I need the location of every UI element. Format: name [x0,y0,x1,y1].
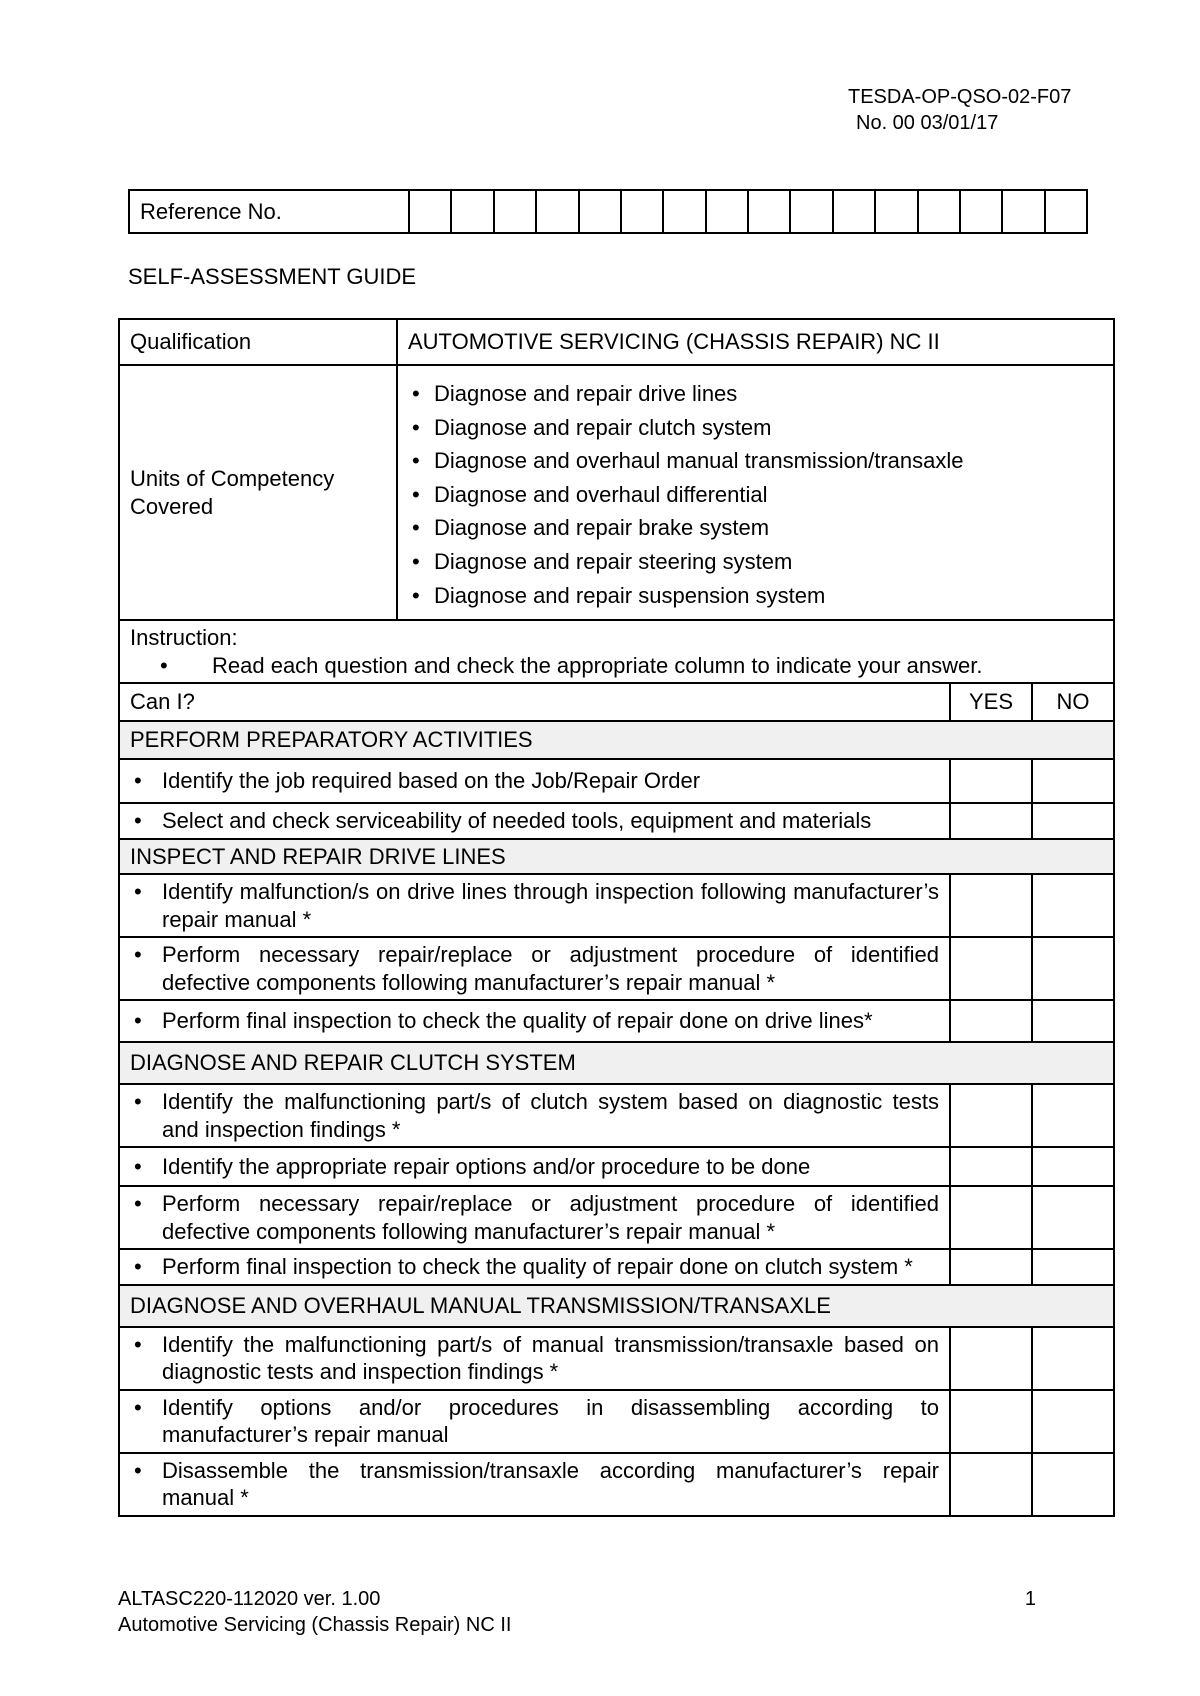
section-title: DIAGNOSE AND REPAIR CLUTCH SYSTEM [119,1042,1114,1084]
question-row [119,874,950,937]
question-text: • Identify the appropriate repair options and/or procedure to be done [130,1153,939,1181]
question-text: • Identify the malfunctioning part/s of clutch system based on diagnostic tests and inspection findings * [130,1088,939,1143]
no-checkbox[interactable] [1032,1327,1114,1390]
yes-checkbox[interactable] [950,1390,1032,1453]
unit-item: • Diagnose and overhaul differential [408,478,1103,512]
qualification-value: AUTOMOTIVE SERVICING (CHASSIS REPAIR) NC II [397,319,1114,365]
unit-item: • Diagnose and repair clutch system [408,411,1103,445]
question-row [119,1000,950,1042]
footer-code: ALTASC220-112020 ver. 1.00 [118,1588,381,1610]
reference-box[interactable] [663,190,705,233]
question-text: • Perform final inspection to check the quality of repair done on drive lines* [130,1007,939,1035]
unit-item: • Diagnose and repair brake system [408,511,1103,545]
question-row [119,1327,950,1390]
question-text: • Identify the malfunctioning part/s of manual transmission/transaxle based on diagnostic tests and inspection findings * [130,1331,939,1386]
no-checkbox[interactable] [1032,1453,1114,1516]
yes-checkbox[interactable] [950,874,1032,937]
question-row [119,759,950,803]
unit-item: • Diagnose and repair drive lines [408,377,1103,411]
question-text: • Perform final inspection to check the quality of repair done on clutch system * [130,1253,939,1281]
reference-box[interactable] [833,190,875,233]
yes-checkbox[interactable] [950,1186,1032,1249]
no-checkbox[interactable] [1032,1147,1114,1186]
reference-box[interactable] [536,190,578,233]
qualification-label: Qualification [119,319,397,365]
yes-checkbox[interactable] [950,1249,1032,1285]
no-checkbox[interactable] [1032,759,1114,803]
yes-checkbox[interactable] [950,1453,1032,1516]
instruction-text: • Read each question and check the appropriate column to indicate your answer. [130,652,1103,680]
reference-box[interactable] [409,190,451,233]
no-checkbox[interactable] [1032,1000,1114,1042]
units-cell [397,365,1114,620]
units-label: Units of Competency Covered [119,365,397,620]
reference-box[interactable] [579,190,621,233]
question-row [119,1249,950,1285]
document-code [848,84,1071,136]
reference-box[interactable] [1045,190,1087,233]
section-title: DIAGNOSE AND OVERHAUL MANUAL TRANSMISSION/TRANSAXLE [119,1285,1114,1327]
form-code: TESDA-OP-QSO-02-F07 [848,86,1072,108]
no-checkbox[interactable] [1032,803,1114,839]
no-checkbox[interactable] [1032,1390,1114,1453]
question-text: • Perform necessary repair/replace or adjustment procedure of identified defective components following manufacturer’s repair manual * [130,941,939,996]
no-checkbox[interactable] [1032,1186,1114,1249]
yes-checkbox[interactable] [950,759,1032,803]
unit-item: • Diagnose and repair suspension system [408,579,1103,613]
yes-checkbox[interactable] [950,1327,1032,1390]
reference-label: Reference No. [129,190,409,233]
question-text: • Identify the job required based on the Job/Repair Order [130,767,939,795]
question-text: • Identify malfunction/s on drive lines through inspection following manufacturer’s repair manual * [130,878,939,933]
question-row [119,1390,950,1453]
can-i-header: Can I? [119,683,950,721]
yes-checkbox[interactable] [950,803,1032,839]
section-title: PERFORM PREPARATORY ACTIVITIES [119,721,1114,759]
instruction-label: Instruction: [130,625,238,651]
reference-number-table [128,189,1088,234]
question-text: • Identify options and/or procedures in disassembling according to manufacturer’s repair manual [130,1394,939,1449]
yes-checkbox[interactable] [950,1000,1032,1042]
question-row [119,1186,950,1249]
unit-item: • Diagnose and overhaul manual transmission/transaxle [408,444,1103,478]
reference-box[interactable] [960,190,1002,233]
reference-box[interactable] [790,190,832,233]
question-row [119,937,950,1000]
question-text: • Perform necessary repair/replace or adjustment procedure of identified defective components following manufacturer’s repair manual * [130,1190,939,1245]
form-revision: No. 00 03/01/17 [856,112,999,134]
units-list [408,369,1103,616]
reference-box[interactable] [748,190,790,233]
reference-box[interactable] [875,190,917,233]
section-title: INSPECT AND REPAIR DRIVE LINES [119,839,1114,875]
question-text: • Select and check serviceability of needed tools, equipment and materials [130,807,939,835]
no-checkbox[interactable] [1032,1249,1114,1285]
reference-box[interactable] [706,190,748,233]
yes-checkbox[interactable] [950,937,1032,1000]
page-footer [118,1586,1036,1638]
self-assessment-table [118,318,1115,1517]
question-row [119,1084,950,1147]
no-checkbox[interactable] [1032,937,1114,1000]
reference-box[interactable] [918,190,960,233]
question-row [119,1453,950,1516]
yes-header: YES [950,683,1032,721]
unit-item: • Diagnose and repair steering system [408,545,1103,579]
page-number: 1 [1024,1588,1036,1610]
no-checkbox[interactable] [1032,874,1114,937]
question-row [119,803,950,839]
reference-box[interactable] [621,190,663,233]
question-row [119,1147,950,1186]
footer-qualification: Automotive Servicing (Chassis Repair) NC II [118,1614,512,1636]
no-header: NO [1032,683,1114,721]
yes-checkbox[interactable] [950,1084,1032,1147]
reference-box[interactable] [1002,190,1044,233]
page-title: SELF-ASSESSMENT GUIDE [128,264,417,289]
question-text: • Disassemble the transmission/transaxle according manufacturer’s repair manual * [130,1457,939,1512]
instruction-cell [119,620,1114,683]
no-checkbox[interactable] [1032,1084,1114,1147]
reference-box[interactable] [494,190,536,233]
yes-checkbox[interactable] [950,1147,1032,1186]
reference-box[interactable] [451,190,493,233]
